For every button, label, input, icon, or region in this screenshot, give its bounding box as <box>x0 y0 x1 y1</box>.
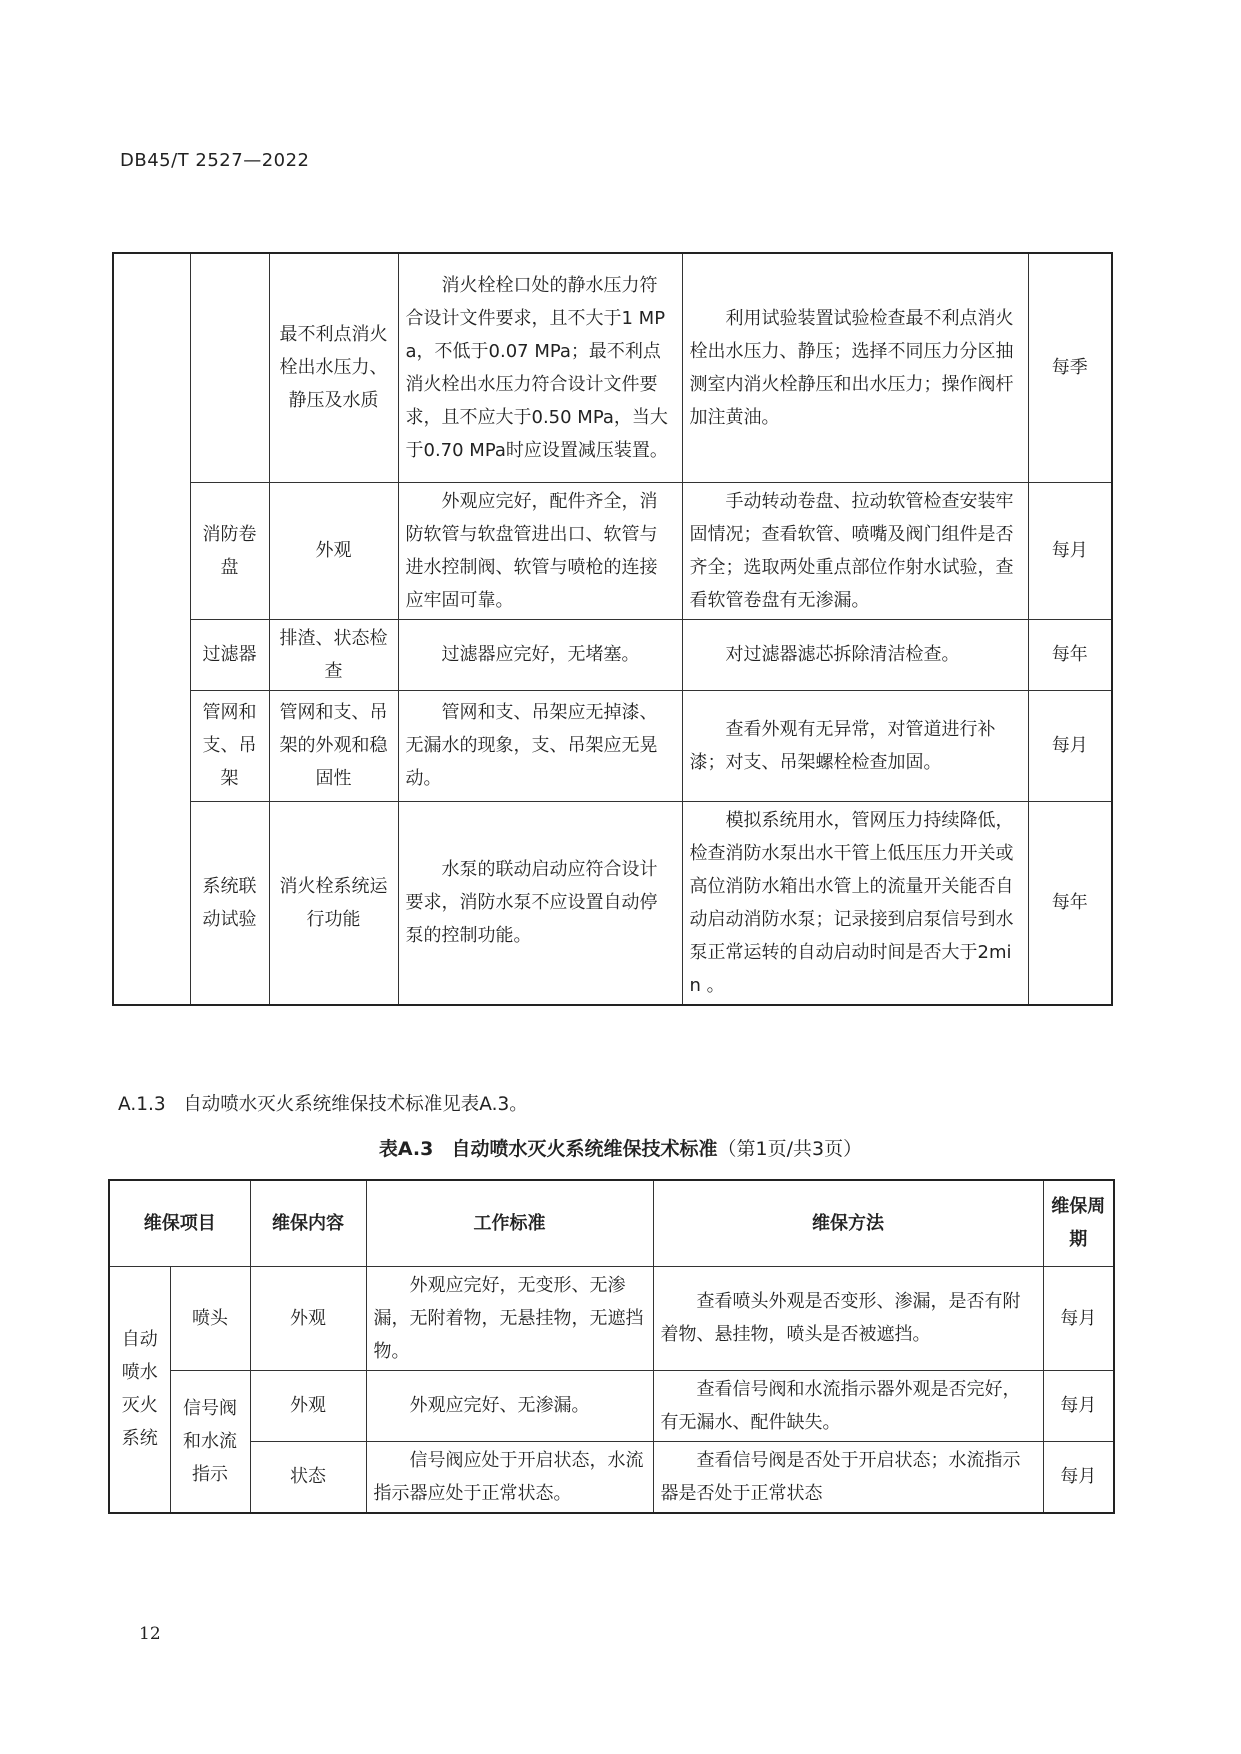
period-cell: 每月 <box>1043 1266 1114 1370</box>
content-cell: 外观 <box>269 482 398 619</box>
content-cell: 状态 <box>250 1441 366 1513</box>
table-row <box>109 1441 1114 1513</box>
period-cell: 每月 <box>1043 1441 1114 1513</box>
header-content: 维保内容 <box>250 1180 366 1266</box>
item-cell: 系统联动试验 <box>190 801 269 1005</box>
table-row <box>109 1370 1114 1441</box>
standard-cell: 管网和支、吊架应无掉漆、无漏水的现象，支、吊架应无晃动。 <box>398 690 682 801</box>
clause-a-1-3 <box>118 1090 528 1116</box>
document-id: DB45/T 2527—2022 <box>120 150 310 171</box>
method-cell: 查看信号阀是否处于开启状态；水流指示器是否处于正常状态 <box>653 1441 1043 1513</box>
clause-text: 自动喷水灭火系统维保技术标准见表A.3。 <box>183 1094 528 1115</box>
content-cell: 外观 <box>250 1370 366 1441</box>
content-cell: 外观 <box>250 1266 366 1370</box>
standard-cell: 消火栓栓口处的静水压力符合设计文件要求，且不大于1 MPa，不低于0.07 MPa；最不利点消火栓出水压力符合设计文件要求，且不应大于0.50 MPa，当大于0.70 MPa时应设置减压装置。 <box>398 253 682 482</box>
item-cell: 管网和支、吊架 <box>190 690 269 801</box>
table-row <box>113 482 1112 619</box>
content-cell: 管网和支、吊架的外观和稳固性 <box>269 690 398 801</box>
standard-cell: 外观应完好，配件齐全，消防软管与软盘管进出口、软管与进水控制阀、软管与喷枪的连接应牢固可靠。 <box>398 482 682 619</box>
table-row <box>113 801 1112 1005</box>
page-number: 12 <box>139 1624 161 1644</box>
content-cell: 消火栓系统运行功能 <box>269 801 398 1005</box>
period-cell: 每季 <box>1028 253 1112 482</box>
item-cell <box>190 253 269 482</box>
method-cell: 模拟系统用水，管网压力持续降低，检查消防水泵出水干管上低压压力开关或高位消防水箱出水管上的流量开关能否自动启动消防水泵；记录接到启泵信号到水泵正常运转的自动启动时间是否大于2min 。 <box>682 801 1028 1005</box>
period-cell: 每年 <box>1028 619 1112 690</box>
method-cell: 对过滤器滤芯拆除清洁检查。 <box>682 619 1028 690</box>
method-cell: 利用试验装置试验检查最不利点消火栓出水压力、静压；选择不同压力分区抽测室内消火栓静压和出水压力；操作阀杆加注黄油。 <box>682 253 1028 482</box>
table-row <box>113 253 1112 482</box>
sub-item-cell: 信号阀和水流指示 <box>170 1370 250 1513</box>
header-standard: 工作标准 <box>366 1180 653 1266</box>
method-cell: 查看信号阀和水流指示器外观是否完好，有无漏水、配件缺失。 <box>653 1370 1043 1441</box>
method-cell: 查看喷头外观是否变形、渗漏，是否有附着物、悬挂物，喷头是否被遮挡。 <box>653 1266 1043 1370</box>
caption-label: 表A.3 <box>378 1138 434 1160</box>
method-cell: 查看外观有无异常，对管道进行补漆；对支、吊架螺栓检查加固。 <box>682 690 1028 801</box>
standard-cell: 信号阀应处于开启状态，水流指示器应处于正常状态。 <box>366 1441 653 1513</box>
caption-title: 自动喷水灭火系统维保技术标准 <box>451 1138 718 1160</box>
period-cell: 每年 <box>1028 801 1112 1005</box>
header-method: 维保方法 <box>653 1180 1043 1266</box>
clause-number: A.1.3 <box>118 1094 166 1115</box>
standard-cell: 过滤器应完好，无堵塞。 <box>398 619 682 690</box>
standard-cell: 水泵的联动启动应符合设计要求，消防水泵不应设置自动停泵的控制功能。 <box>398 801 682 1005</box>
table-row <box>113 619 1112 690</box>
item-cell: 消防卷盘 <box>190 482 269 619</box>
header-period: 维保周期 <box>1043 1180 1114 1266</box>
table-row <box>109 1266 1114 1370</box>
system-cell: 自动喷水灭火系统 <box>109 1266 170 1513</box>
table-a2-continued <box>112 252 1113 1006</box>
item-cell: 过滤器 <box>190 619 269 690</box>
standard-cell: 外观应完好，无变形、无渗漏，无附着物，无悬挂物，无遮挡物。 <box>366 1266 653 1370</box>
period-cell: 每月 <box>1028 690 1112 801</box>
header-item: 维保项目 <box>109 1180 250 1266</box>
caption-page-info: （第1页/共3页） <box>717 1138 863 1160</box>
period-cell: 每月 <box>1043 1370 1114 1441</box>
table-row <box>113 690 1112 801</box>
content-cell: 最不利点消火栓出水压力、静压及水质 <box>269 253 398 482</box>
period-cell: 每月 <box>1028 482 1112 619</box>
sub-item-cell: 喷头 <box>170 1266 250 1370</box>
content-cell: 排渣、状态检查 <box>269 619 398 690</box>
standard-cell: 外观应完好、无渗漏。 <box>366 1370 653 1441</box>
table-header-row <box>109 1180 1114 1266</box>
category-cell <box>113 253 190 1005</box>
table-a3 <box>108 1179 1115 1514</box>
method-cell: 手动转动卷盘、拉动软管检查安装牢固情况；查看软管、喷嘴及阀门组件是否齐全；选取两处重点部位作射水试验，查看软管卷盘有无渗漏。 <box>682 482 1028 619</box>
table-caption <box>0 1134 1241 1161</box>
